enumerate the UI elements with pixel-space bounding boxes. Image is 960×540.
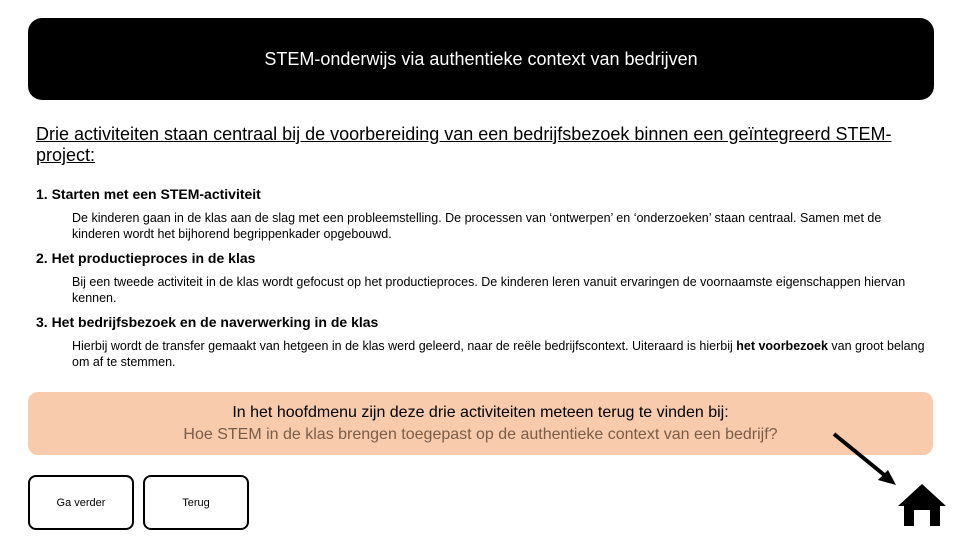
info-link[interactable]: Hoe STEM in de klas brengen toegepast op de authentieke context van een bedrijf? [183,425,778,443]
intro-text: Drie activiteiten staan centraal bij de voorbereiding van een bedrijfsbezoek binnen een geïntegreerd STEM-project: [36,124,892,165]
home-icon[interactable] [896,482,948,528]
activity-1-heading: 1. Starten met een STEM-activiteit [36,186,261,202]
activity-3-body-end: van groot belang om af te stemmen. [72,339,925,369]
info-box [28,392,933,455]
page-title: STEM-onderwijs via authentieke context van bedrijven [264,48,698,69]
activity-1-body: De kinderen gaan in de klas aan de slag met een probleemstelling. De processen van ‘ontwerpen’ en ‘onderzoeken’ staan centraal. Samen met de kinderen wordt het bijhorend begrippenkader opgebouwd. [72,211,882,241]
activity-3-body-bold: het voorbezoek [736,339,828,353]
info-text: In het hoofdmenu zijn deze drie activiteiten meteen terug te vinden bij: [232,403,729,421]
activity-3-body-text: Hierbij wordt de transfer gemaakt van hetgeen in de klas werd geleerd, naar de reële bedrijfscontext. Uiteraard is hierbij [72,339,737,353]
activity-2-heading: 2. Het productieproces in de klas [36,250,256,266]
activity-3-body [72,338,932,370]
activity-2-body: Bij een tweede activiteit in de klas wordt gefocust op het productieproces. De kinderen leren vanuit ervaringen de voornaamste eigenschappen hiervan kennen. [72,275,906,305]
activity-3-heading: 3. Het bedrijfsbezoek en de naverwerking in de klas [36,314,379,330]
title-banner [28,18,934,100]
back-button[interactable]: Terug [143,475,249,530]
arrow-down-right-icon [826,426,906,492]
next-button[interactable]: Ga verder [28,475,134,530]
